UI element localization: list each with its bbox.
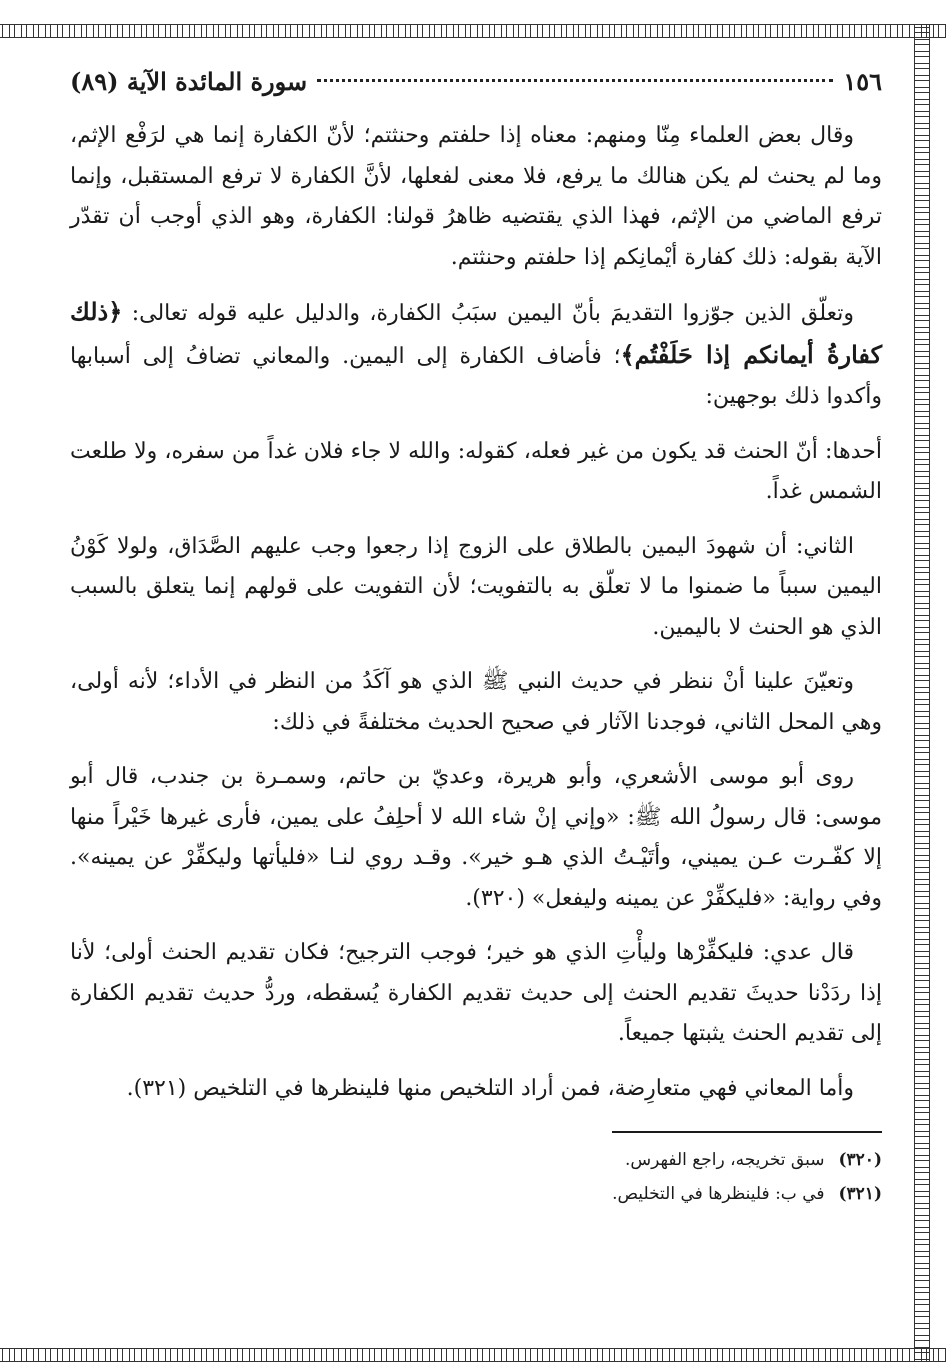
paragraph: وقال بعض العلماء مِنّا ومنهم: معناه إذا حلفتم وحنثتم؛ لأنّ الكفارة إنما هي لرَفْع الإثم، وما لم يحنث لم يكن هنالك ما يرفع، فلا معنى لفعلها، لأنَّ الكفارة لا ترفع المستقبل، وإنما ترفع الماضي من الإثم، فهذا الذي يقتضيه ظاهرُ قولنا: الكفارة، وهو الذي أوجب أن تقدّر الآية بقوله: ذلك كفارة أيْمانِكم إذا حلفتم وحنثتم.	[70, 123, 882, 270]
page-border-bottom	[0, 1348, 946, 1362]
body-text	[70, 116, 882, 1109]
paragraph: أحدها: أنّ الحنث قد يكون من غير فعله، كقوله: والله لا جاء فلان غداً من سفره، ولا طلعت الشمس غداً.	[70, 438, 882, 504]
page-number: ١٥٦	[843, 67, 882, 96]
paragraph: وتعيّنَ علينا أنْ ننظر في حديث النبي ﷺ الذي هو آكَدُ من النظر في الأداء؛ لأنه أولى، وهي المحل الثاني، فوجدنا الآثار في صحيح الحديث مختلفةً في ذلك:	[70, 669, 882, 735]
page-border-right	[914, 24, 930, 1362]
quran-after: ؛ فأضاف الكفارة إلى اليمين. والمعاني تضافُ إلى أسبابها وأكدوا ذلك بوجهين:	[70, 343, 882, 409]
paragraph-quran	[70, 292, 882, 418]
footnote-divider	[612, 1131, 882, 1133]
leader-dots	[317, 79, 833, 82]
footnotes	[70, 1143, 882, 1211]
surah-title: سورة المائدة الآية (٨٩)	[70, 67, 308, 96]
footnote-item	[70, 1177, 882, 1211]
footnote-text: في ب: فلينظرها في التخليص.	[612, 1184, 825, 1204]
footnote-text: سبق تخريجه، راجع الفهرس.	[624, 1150, 825, 1170]
footnote-item	[70, 1143, 882, 1177]
paragraph: روى أبو موسى الأشعري، وأبو هريرة، وعديّ بن حاتم، وسمـرة بن جندب، قال أبو موسى: قال رسولُ الله ﷺ: «وإني إنْ شاء الله لا أحلِفُ على يمين، فأرى غيرها خَيْراً منها إلا كفّـرت عـن يميني، وأتَيْـتُ الذي هـو خير». وقـد روي لنـا «فليأتها وليكفِّرْ عن يمينه». وفي رواية: «فليكفِّرْ عن يمينه وليفعل» (٣٢٠).	[70, 764, 882, 911]
paragraph: وأما المعاني فهي متعارِضة، فمن أراد التلخيص منها فلينظرها في التلخيص (٣٢١).	[126, 1075, 854, 1101]
quran-before: وتعلّق الذين جوّزوا التقديمَ بأنّ اليمين سبَبُ الكفارة، والدليل عليه قوله تعالى:	[131, 301, 854, 326]
paragraph: قال عدي: فليكفِّرْها وليأْتِ الذي هو خير؛ فوجب الترجيح؛ فكان تقديم الحنث أولى؛ لأنا إذا ردَدْنا حديثَ تقديم الحنث إلى حديث تقديم الكفارة يُسقطه، وردُّ حديث تقديم الكفارة إلى تقديم الحنث يثبتها جميعاً.	[70, 940, 882, 1046]
book-page	[70, 60, 882, 1211]
page-border-top	[0, 24, 946, 38]
running-head	[70, 60, 882, 104]
footnote-number: (٣٢٠)	[838, 1150, 882, 1170]
paragraph: الثاني: أن شهودَ اليمين بالطلاق على الزوج إذا رجعوا وجب عليهم الصَّدَاق، ولولا كَوْنُ اليمين سبباً ما ضمنوا ما لا تعلّق به بالتفويت؛ لأن التفويت على قولهم إنما يتعلق بالسبب الذي هو الحنث لا باليمين.	[70, 533, 882, 640]
quran-verse: ﴿ذلك كفارةُ أيمانكم إذا حَلَفْتُم﴾	[70, 297, 882, 369]
footnote-number: (٣٢١)	[838, 1184, 882, 1204]
